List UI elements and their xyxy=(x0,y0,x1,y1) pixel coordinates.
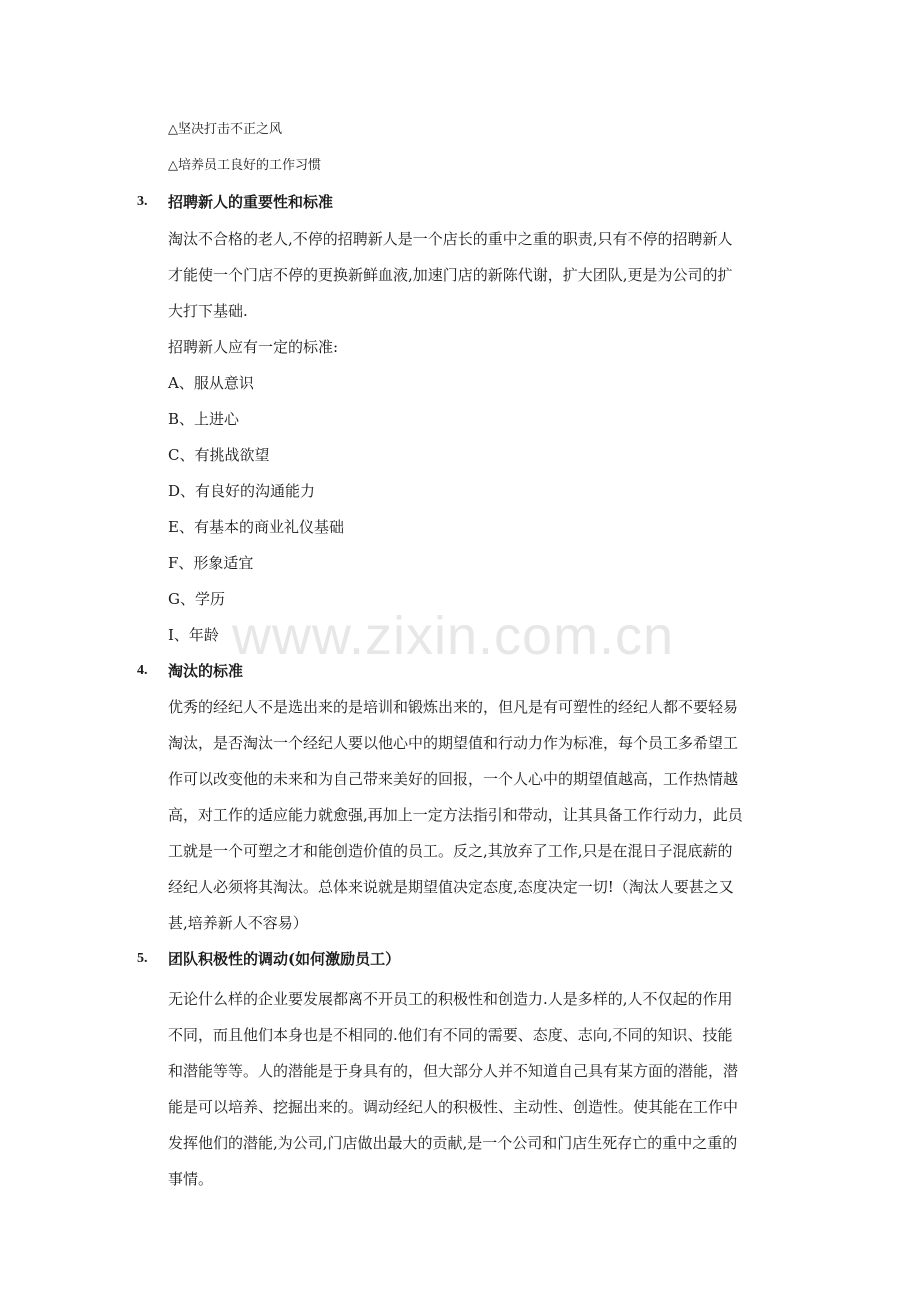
body-line: 大打下基础. xyxy=(168,302,248,320)
section-title: 淘汰的标准 xyxy=(168,662,244,680)
list-item: A、服从意识 xyxy=(168,374,254,392)
body-line: 工就是一个可塑之才和能创造价值的员工。反之,其放弃了工作,只是在混日子混底薪的 xyxy=(168,842,733,860)
bullet-line: △培养员工良好的工作习惯 xyxy=(168,158,321,173)
bullet-line: △坚决打击不正之风 xyxy=(168,122,282,137)
list-item: E、有基本的商业礼仪基础 xyxy=(168,518,344,536)
body-line: 招聘新人应有一定的标准: xyxy=(168,338,339,356)
body-line: 发挥他们的潜能,为公司,门店做出最大的贡献,是一个公司和门店生死存亡的重中之重的 xyxy=(168,1134,738,1152)
body-line: 事情。 xyxy=(168,1170,214,1188)
body-line: 甚,培养新人不容易） xyxy=(168,914,308,932)
body-line: 能是可以培养、挖掘出来的。调动经纪人的积极性、主动性、创造性。使其能在工作中 xyxy=(168,1098,739,1116)
body-line: 淘汰不合格的老人,不停的招聘新人是一个店长的重中之重的职责,只有不停的招聘新人 xyxy=(168,230,733,248)
section-number: 4. xyxy=(137,663,148,678)
list-item: B、上进心 xyxy=(168,410,240,428)
list-item: F、形象适宜 xyxy=(168,554,254,572)
body-line: 和潜能等等。人的潜能是于身具有的，但大部分人并不知道自己具有某方面的潜能，潜 xyxy=(168,1062,739,1080)
section-number: 3. xyxy=(137,194,148,209)
body-line: 优秀的经纪人不是选出来的是培训和锻炼出来的，但凡是有可塑性的经纪人都不要轻易 xyxy=(168,698,739,716)
body-line: 作可以改变他的未来和为自己带来美好的回报，一个人心中的期望值越高，工作热情越 xyxy=(168,770,739,788)
watermark: www.zixin.com.cn xyxy=(232,606,675,666)
list-item: D、有良好的沟通能力 xyxy=(168,482,316,500)
list-item: G、学历 xyxy=(168,590,225,608)
section-title: 招聘新人的重要性和标准 xyxy=(168,193,334,211)
section-number: 5. xyxy=(137,951,148,966)
body-line: 无论什么样的企业要发展都离不开员工的积极性和创造力.人是多样的,人不仅起的作用 xyxy=(168,990,733,1008)
body-line: 高，对工作的适应能力就愈强,再加上一定方法指引和带动，让其具备工作行动力，此员 xyxy=(168,806,743,824)
body-line: 才能使一个门店不停的更换新鲜血液,加速门店的新陈代谢，扩大团队,更是为公司的扩 xyxy=(168,266,733,284)
list-item: C、有挑战欲望 xyxy=(168,446,270,464)
section-title: 团队积极性的调动(如何激励员工） xyxy=(168,950,401,968)
body-line: 淘汰，是否淘汰一个经纪人要以他心中的期望值和行动力作为标准，每个员工多希望工 xyxy=(168,734,739,752)
body-line: 不同，而且他们本身也是不相同的.他们有不同的需要、态度、志向,不同的知识、技能 xyxy=(168,1026,733,1044)
body-line: 经纪人必须将其淘汰。总体来说就是期望值决定态度,态度决定一切!（淘汰人要甚之又 xyxy=(168,878,734,896)
list-item: I、年龄 xyxy=(168,626,219,644)
